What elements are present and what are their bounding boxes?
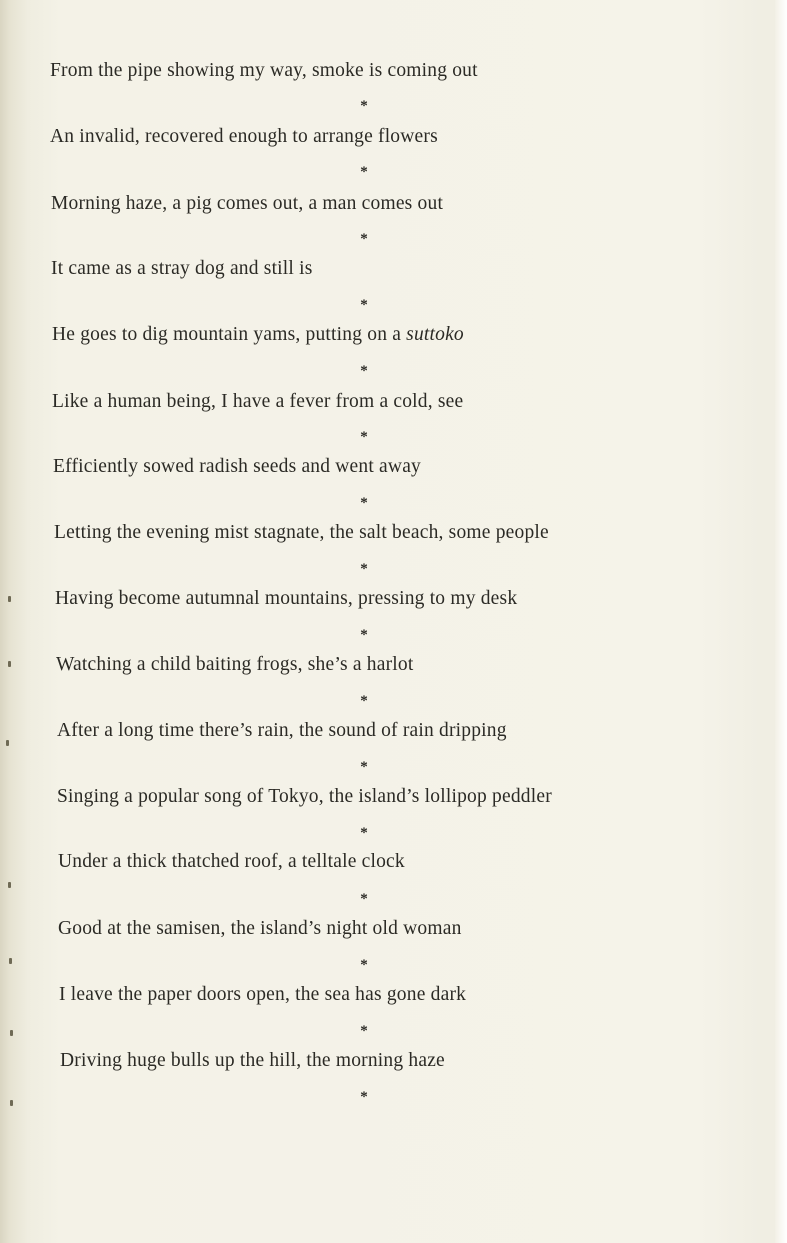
haiku-line: Letting the evening mist stagnate, the salt beach, some people [54,522,549,543]
separator-asterisk: * [360,693,368,709]
haiku-line: Under a thick thatched roof, a telltale clock [58,851,405,872]
separator-asterisk: * [360,825,368,841]
separator-asterisk: * [360,164,368,180]
separator-asterisk: * [360,98,368,114]
haiku-line: Having become autumnal mountains, pressing to my desk [55,588,518,609]
separator-asterisk: * [360,297,368,313]
separator-asterisk: * [360,1023,368,1039]
haiku-line: From the pipe showing my way, smoke is coming out [50,60,478,81]
separator-asterisk: * [360,561,368,577]
separator-asterisk: * [360,891,368,907]
separator-asterisk: * [360,627,368,643]
haiku-line: Watching a child baiting frogs, she’s a harlot [56,654,414,675]
separator-asterisk: * [360,429,368,445]
haiku-line: Driving huge bulls up the hill, the morning haze [60,1050,445,1071]
italic-word: suttoko [406,324,464,345]
separator-asterisk: * [360,495,368,511]
haiku-line: Good at the samisen, the island’s night old woman [58,918,462,939]
separator-asterisk: * [360,363,368,379]
haiku-line: An invalid, recovered enough to arrange flowers [50,126,438,147]
separator-asterisk: * [360,1089,368,1105]
haiku-line: He goes to dig mountain yams, putting on a suttoko [52,324,464,345]
haiku-line: It came as a stray dog and still is [51,258,313,279]
haiku-line: Morning haze, a pig comes out, a man comes out [51,193,444,214]
haiku-line: Singing a popular song of Tokyo, the island’s lollipop peddler [57,786,552,807]
haiku-line: I leave the paper doors open, the sea has gone dark [59,984,467,1005]
haiku-line: After a long time there’s rain, the sound of rain dripping [57,720,507,741]
haiku-line: Like a human being, I have a fever from a cold, see [52,391,464,412]
separator-asterisk: * [360,759,368,775]
separator-asterisk: * [360,957,368,973]
separator-asterisk: * [360,231,368,247]
haiku-line: Efficiently sowed radish seeds and went away [53,456,421,477]
